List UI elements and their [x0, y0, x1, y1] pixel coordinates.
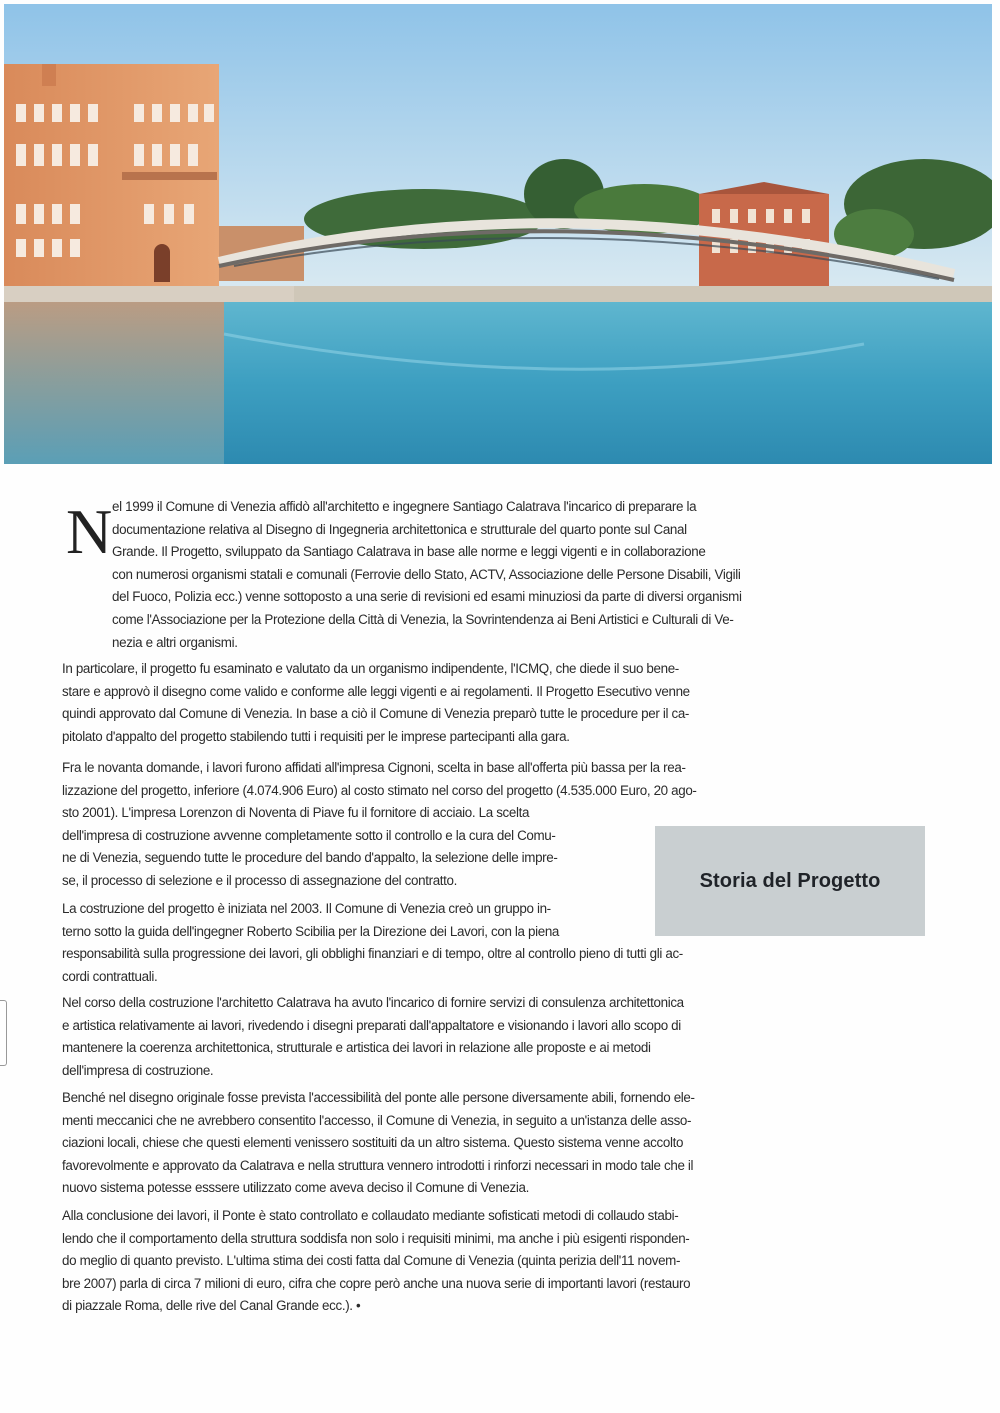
text-line: La costruzione del progetto è iniziata nel 2003. Il Comune di Venezia creò un gruppo in- — [62, 901, 551, 916]
text-line: e artistica relativamente ai lavori, rivedendo i disegni preparati dall'appaltatore e visionando i lavori allo scopo di — [62, 1017, 681, 1033]
text-line: Alla conclusione dei lavori, il Ponte è stato controllato e collaudato mediante sofisticati metodi di collaudo stabi- — [62, 1208, 679, 1223]
text-line: Grande. Il Progetto, sviluppato da Santiago Calatrava in base alle norme e leggi vigenti e in collaborazione — [112, 544, 706, 560]
text-line: come l'Associazione per la Protezione della Città di Venezia, la Sovrintendenza ai Beni Artistici e Culturali di Ve- — [112, 611, 734, 627]
section-title-box — [655, 826, 925, 936]
text-line: menti meccanici che ne avrebbero consentito l'accesso, il Comune di Venezia, in seguito a un'istanza delle asso- — [62, 1112, 692, 1128]
text-line: dell'impresa di costruzione avvenne completamente sotto il controllo e la cura del Comu- — [62, 827, 556, 843]
text-line: In particolare, il progetto fu esaminato e valutato da un organismo indipendente, l'ICMQ, che diede il suo bene- — [62, 661, 679, 676]
text-line: dell'impresa di costruzione. — [62, 1062, 214, 1078]
text-line: ciazioni locali, chiese che questi elementi venissero sostituiti da un altro sistema. Questo sistema venne accolto — [62, 1135, 684, 1151]
text-line: terno sotto la guida dell'ingegner Roberto Scibilia per la Direzione dei Lavori, con la piena — [62, 923, 560, 939]
paragraph-1 — [112, 496, 802, 654]
text-line: con numerosi organismi statali e comunali (Ferrovie dello Stato, ACTV, Associazione delle Persone Disabili, Vigili — [112, 566, 741, 582]
text-line: sto 2001). L'impresa Lorenzon di Noventa di Piave fu il fornitore di acciaio. La scelta — [62, 805, 530, 821]
drop-cap: N — [66, 496, 113, 567]
text-line: lendo che il comportamento della struttura soddisfa non solo i requisiti minimi, ma anche i più esigenti risponden- — [62, 1230, 690, 1246]
text-line: bre 2007) parla di circa 7 milioni di euro, cifra che copre però anche una nuova serie di importanti lavori (restauro — [62, 1275, 691, 1291]
text-line: quindi approvato dal Comune di Venezia. In base a ciò il Comune di Venezia preparò tutte le procedure per il ca- — [62, 706, 690, 722]
text-line: nezia e altri organismi. — [112, 634, 238, 650]
text-line: Fra le novanta domande, i lavori furono affidati all'impresa Cignoni, scelta in base all'offerta più bassa per la rea- — [62, 760, 686, 775]
text-line: stare e approvò il disegno come valido e conforme alle leggi vigenti e ai regolamenti. Il Progetto Esecutivo venne — [62, 683, 690, 699]
text-line: del Fuoco, Polizia ecc.) venne sottoposto a una serie di revisioni ed esami minuziosi da parte di diversi organismi — [112, 589, 742, 605]
paragraph-7 — [62, 1205, 802, 1318]
text-line: pitolato d'appalto del progetto stabilendo tutti i requisiti per le imprese partecipanti alla gara. — [62, 728, 570, 744]
text-line: ne di Venezia, seguendo tutte le procedure del bando d'appalto, la selezione delle impre- — [62, 850, 558, 866]
page-edge-mark — [0, 1000, 7, 1066]
text-line: lizzazione del progetto, inferiore (4.074.906 Euro) al costo stimato nel corso del progetto (4.535.000 Euro, 20 ago- — [62, 782, 697, 798]
text-line: mantenere la coerenza architettonica, strutturale e artistica dei lavori in relazione alle proposte e ai metodi — [62, 1040, 651, 1056]
text-line: nuovo sistema potesse esssere utilizzato come aveva deciso il Comune di Venezia. — [62, 1180, 529, 1196]
text-line: Benché nel disegno originale fosse prevista l'accessibilità del ponte alle persone diversamente abili, fornendo ele- — [62, 1090, 695, 1105]
paragraph-6 — [62, 1087, 802, 1200]
text-line: favorevolmente e approvato da Calatrava e nella struttura vennero introdotti i rinforzi necessari in modo tale che il — [62, 1157, 694, 1173]
text-line: cordi contrattuali. — [62, 968, 158, 984]
text-line: Nel corso della costruzione l'architetto Calatrava ha avuto l'incarico di fornire servizi di consulenza architettonica — [62, 995, 684, 1010]
text-line: di piazzale Roma, delle rive del Canal Grande ecc.). • — [62, 1298, 361, 1314]
paragraph-5 — [62, 992, 802, 1082]
text-line: documentazione relativa al Disegno di Ingegneria architettonica e strutturale del quarto ponte sul Canal — [112, 521, 687, 537]
text-line: do meglio di quanto previsto. L'ultima stima dei costi fatta dal Comune di Venezia (quinta perizia dell'11 novem- — [62, 1253, 681, 1269]
venice-bridge-photo — [4, 4, 992, 464]
paragraph-2 — [62, 658, 802, 748]
text-line: responsabilità sulla progressione dei lavori, gli obblighi finanziari e di tempo, oltre al controllo pieno di tutti gli ac- — [62, 946, 683, 962]
section-title: Storia del Progetto — [699, 869, 881, 892]
text-line: se, il processo di selezione e il processo di assegnazione del contratto. — [62, 872, 458, 888]
header-photo — [4, 4, 992, 464]
text-line: el 1999 il Comune di Venezia affidò all'architetto e ingegnere Santiago Calatrava l'incarico di preparare la — [112, 499, 697, 514]
